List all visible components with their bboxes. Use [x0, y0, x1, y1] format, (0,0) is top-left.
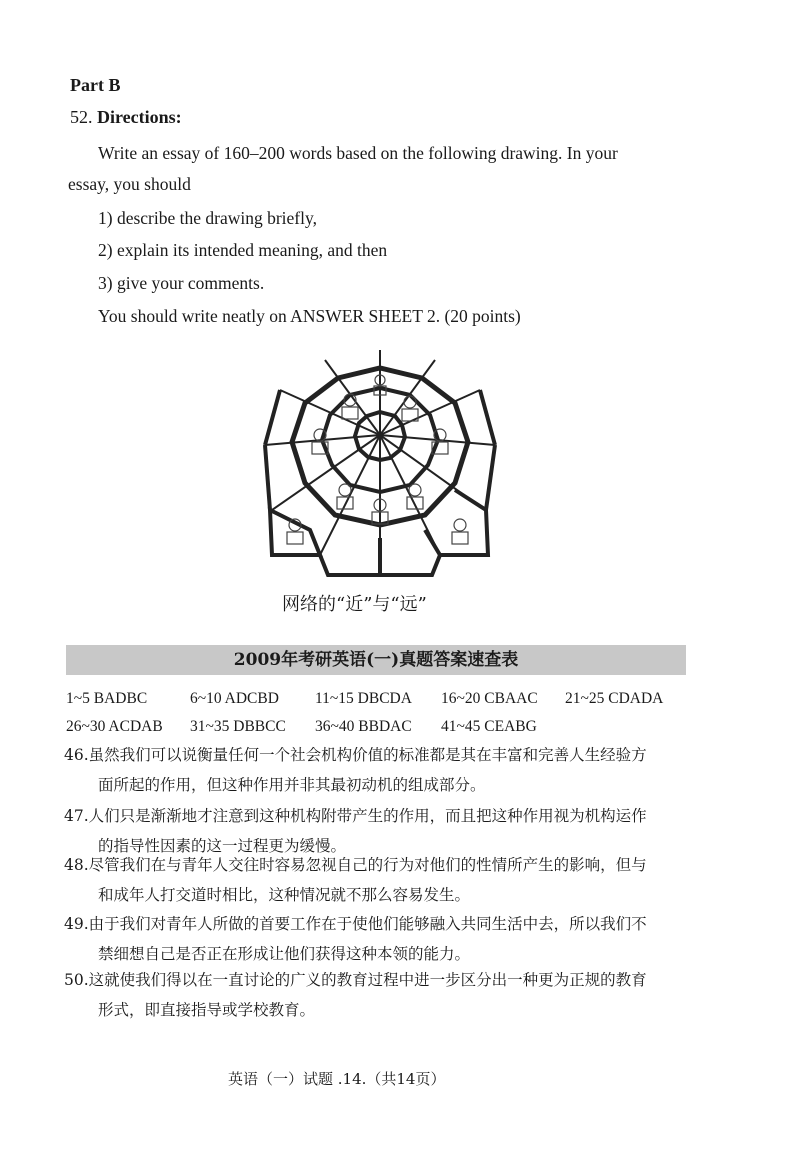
translation-number: 46. [64, 746, 89, 764]
answer-group: 26~30 ACDAB [66, 718, 163, 735]
directions-paragraph-line2: essay, you should [68, 174, 191, 194]
directions-instruction: You should write neatly on ANSWER SHEET 2. (20 points) [98, 306, 521, 326]
answer-group: 41~45 CEABG [441, 718, 537, 735]
question-number: 52. [70, 107, 93, 127]
translation-line: 这就使我们得以在一直讨论的广义的教育过程中进一步区分出一种更为正规的教育 [88, 971, 647, 989]
directions-item-3: 3) give your comments. [98, 273, 265, 293]
translation-line: 禁细想自己是否正在形成让他们获得这种本领的能力。 [98, 945, 471, 963]
translation-number: 47. [64, 807, 89, 825]
directions-paragraph-line1: Write an essay of 160–200 words based on the following drawing. In your [98, 143, 618, 163]
answer-group: 1~5 BADBC [66, 690, 148, 707]
translation-item [64, 909, 704, 969]
spider-web-icon [250, 340, 510, 580]
translation-line: 人们只是渐渐地才注意到这种机构附带产生的作用，而且把这种作用视为机构运作 [88, 807, 647, 825]
answer-table-title: 2009年考研英语(一)真题答案速查表 [66, 645, 686, 675]
translation-line: 和成年人打交道时相比，这种情况就不那么容易发生。 [98, 886, 471, 904]
translation-item [64, 740, 704, 800]
page-footer: 英语（一）试题 .14.（共14页） [228, 1070, 446, 1088]
spider-web-illustration [250, 340, 510, 580]
figure-caption: 网络的“近”与“远” [282, 594, 427, 615]
answer-group: 16~20 CBAAC [441, 690, 538, 707]
directions-label: Directions: [97, 107, 182, 127]
answer-group: 21~25 CDADA [565, 690, 664, 707]
translation-line: 尽管我们在与青年人交往时容易忽视自己的行为对他们的性情所产生的影响，但与 [88, 856, 647, 874]
translation-item [64, 965, 704, 1025]
directions-heading [70, 107, 182, 128]
translation-number: 50. [64, 971, 89, 989]
answer-group: 36~40 BBDAC [315, 718, 412, 735]
directions-item-1: 1) describe the drawing briefly, [98, 208, 317, 228]
part-title: Part B [70, 75, 121, 95]
translation-number: 48. [64, 856, 89, 874]
translation-line: 面所起的作用，但这种作用并非其最初动机的组成部分。 [98, 776, 486, 794]
directions-item-2: 2) explain its intended meaning, and then [98, 240, 388, 260]
translation-item [64, 850, 704, 910]
translation-number: 49. [64, 915, 89, 933]
translation-line: 由于我们对青年人所做的首要工作在于使他们能够融入共同生活中去，所以我们不 [88, 915, 647, 933]
translation-line: 虽然我们可以说衡量任何一个社会机构价值的标准都是其在丰富和完善人生经验方 [88, 746, 647, 764]
answer-group: 6~10 ADCBD [190, 690, 279, 707]
answer-group: 31~35 DBBCC [190, 718, 286, 735]
translation-line: 的指导性因素的这一过程更为缓慢。 [98, 837, 347, 855]
translation-line: 形式，即直接指导或学校教育。 [98, 1001, 316, 1019]
answer-group: 11~15 DBCDA [315, 690, 412, 707]
